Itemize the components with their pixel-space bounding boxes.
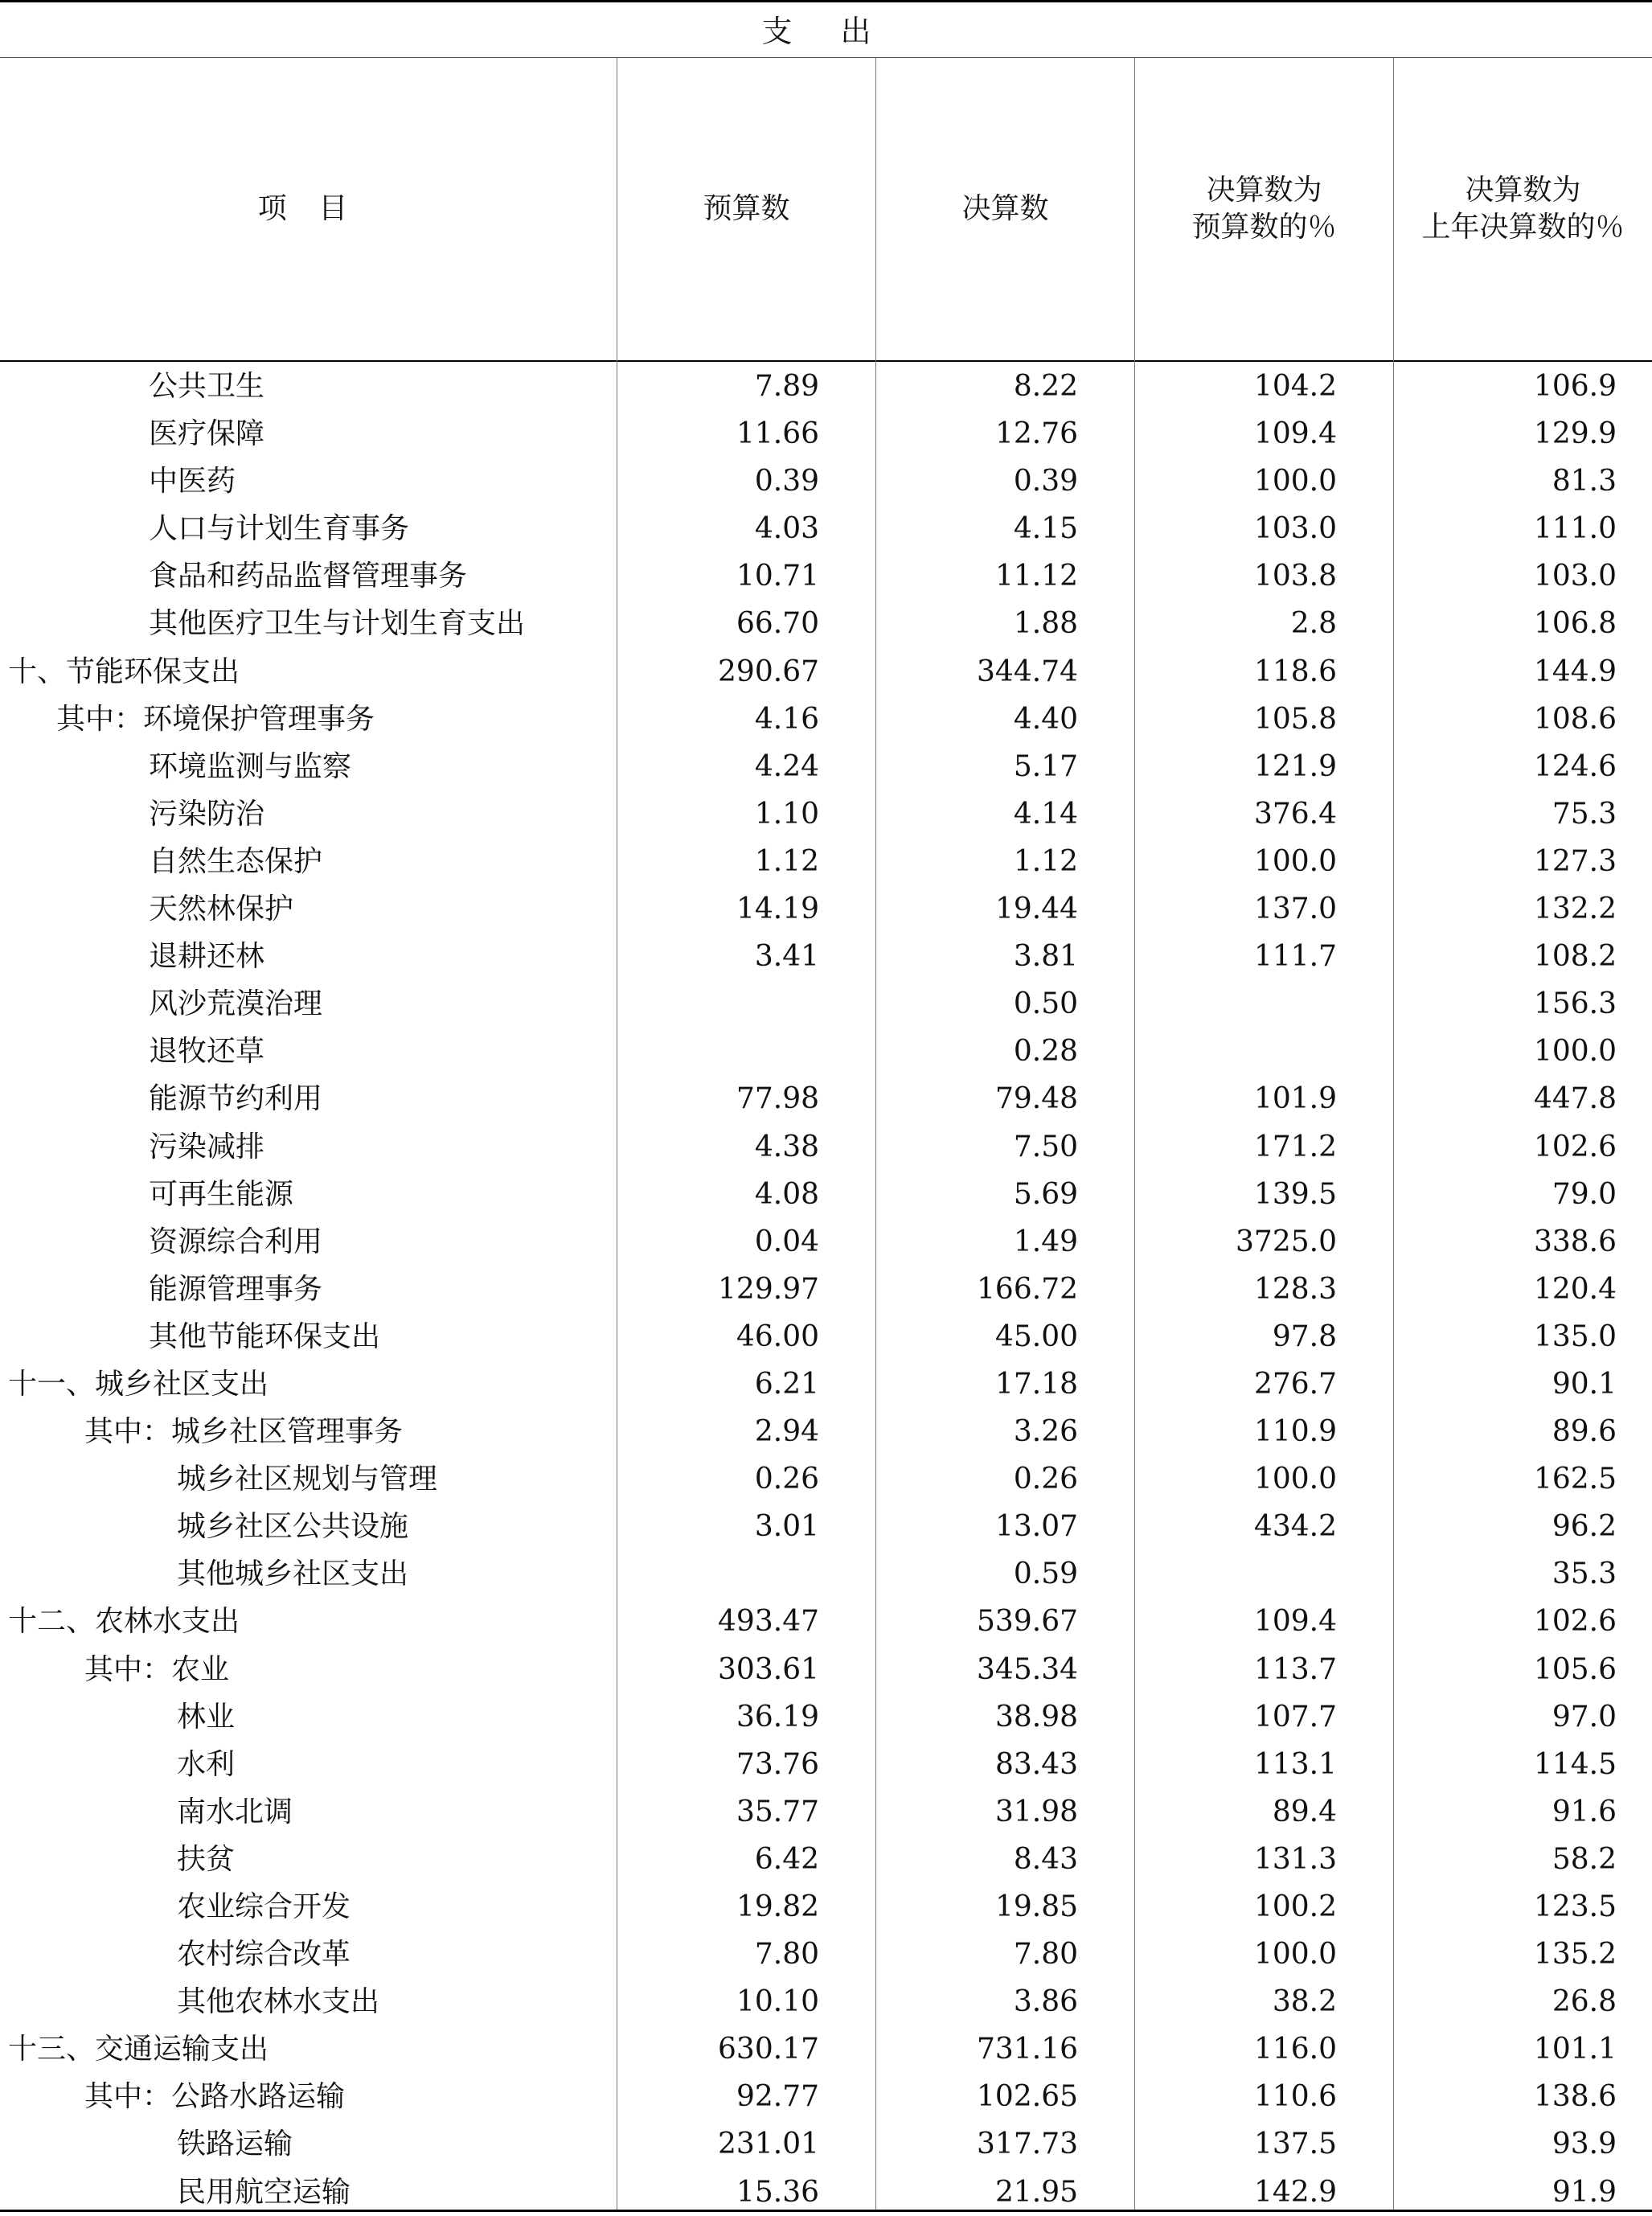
header-pct-budget bbox=[1135, 58, 1393, 360]
row-pct-budget-value: 276.7 bbox=[1253, 1367, 1337, 1401]
row-final-value: 21.95 bbox=[994, 2175, 1078, 2209]
row-item-name: 农村综合改革 bbox=[177, 1938, 351, 1972]
row-final-value: 4.40 bbox=[1013, 702, 1078, 736]
row-final-value: 7.80 bbox=[1013, 1938, 1078, 1972]
row-pct-budget-value: 38.2 bbox=[1272, 1985, 1337, 2019]
row-item-name: 退牧还草 bbox=[149, 1035, 265, 1069]
row-item-name: 人口与计划生育事务 bbox=[149, 512, 410, 546]
row-final-value: 38.98 bbox=[994, 1700, 1078, 1734]
row-item-name: 自然生态保护 bbox=[149, 844, 323, 878]
row-item-name: 十一、城乡社区支出 bbox=[8, 1367, 269, 1401]
row-final-value: 19.44 bbox=[994, 893, 1078, 926]
row-item-name: 铁路运输 bbox=[177, 2128, 293, 2161]
row-budget-value: 0.04 bbox=[754, 1225, 819, 1258]
row-budget-value: 129.97 bbox=[718, 1272, 819, 1306]
table-row bbox=[0, 980, 1652, 1028]
row-pct-prev-value: 35.3 bbox=[1552, 1557, 1617, 1591]
row-budget-value: 14.19 bbox=[736, 893, 819, 926]
row-pct-budget-value: 434.2 bbox=[1253, 1510, 1337, 1544]
row-pct-prev-value: 447.8 bbox=[1533, 1082, 1617, 1116]
row-budget-value: 0.39 bbox=[754, 465, 819, 499]
row-pct-budget-value: 118.6 bbox=[1253, 655, 1337, 688]
row-pct-prev-value: 89.6 bbox=[1552, 1415, 1617, 1449]
row-budget-value: 73.76 bbox=[736, 1747, 819, 1781]
table-row bbox=[0, 933, 1652, 980]
row-pct-budget-value: 376.4 bbox=[1253, 797, 1337, 831]
row-budget-value: 4.03 bbox=[754, 512, 819, 546]
header-final bbox=[876, 58, 1134, 360]
row-budget-value: 6.42 bbox=[754, 1842, 819, 1876]
row-item-name: 其中：城乡社区管理事务 bbox=[84, 1415, 404, 1449]
row-pct-prev-value: 97.0 bbox=[1552, 1700, 1617, 1734]
table-row bbox=[0, 410, 1652, 458]
row-final-value: 0.26 bbox=[1013, 1463, 1078, 1496]
table-row bbox=[0, 885, 1652, 933]
row-pct-prev-value: 108.6 bbox=[1533, 702, 1617, 736]
table-row bbox=[0, 790, 1652, 838]
row-final-value: 5.69 bbox=[1013, 1177, 1078, 1211]
row-pct-prev-value: 105.6 bbox=[1533, 1652, 1617, 1686]
row-final-value: 3.81 bbox=[1013, 940, 1078, 974]
row-pct-budget-value: 109.4 bbox=[1253, 417, 1337, 451]
table-row bbox=[0, 2120, 1652, 2168]
row-item-name: 其中：环境保护管理事务 bbox=[56, 702, 375, 736]
table-row bbox=[0, 2073, 1652, 2120]
row-pct-budget-value: 100.2 bbox=[1253, 1890, 1337, 1923]
row-pct-budget-value: 110.9 bbox=[1253, 1415, 1337, 1449]
table-row bbox=[0, 1266, 1652, 1313]
header-rule bbox=[0, 360, 1652, 362]
row-pct-budget-value: 142.9 bbox=[1253, 2175, 1337, 2209]
table-row bbox=[0, 552, 1652, 600]
row-budget-value: 4.08 bbox=[754, 1177, 819, 1211]
row-budget-value: 7.89 bbox=[754, 370, 819, 403]
row-item-name: 医疗保障 bbox=[149, 417, 265, 451]
row-budget-value: 4.24 bbox=[754, 749, 819, 783]
header-item-label: 项 目 bbox=[257, 192, 359, 225]
table-row bbox=[0, 1598, 1652, 1645]
row-pct-prev-value: 129.9 bbox=[1533, 417, 1617, 451]
row-item-name: 中医药 bbox=[149, 465, 236, 499]
row-pct-budget-value: 137.5 bbox=[1253, 2128, 1337, 2161]
row-pct-budget-value: 104.2 bbox=[1253, 370, 1337, 403]
row-pct-prev-value: 108.2 bbox=[1533, 940, 1617, 974]
row-pct-budget-value: 105.8 bbox=[1253, 702, 1337, 736]
row-final-value: 102.65 bbox=[977, 2080, 1078, 2114]
row-pct-prev-value: 123.5 bbox=[1533, 1890, 1617, 1923]
table-row bbox=[0, 600, 1652, 647]
row-final-value: 8.43 bbox=[1013, 1842, 1078, 1876]
row-item-name: 其他农林水支出 bbox=[177, 1985, 380, 2019]
row-item-name: 天然林保护 bbox=[149, 893, 294, 926]
table-row bbox=[0, 1313, 1652, 1360]
row-item-name: 水利 bbox=[177, 1747, 236, 1781]
row-final-value: 4.14 bbox=[1013, 797, 1078, 831]
header-pct-prev bbox=[1394, 58, 1652, 360]
row-final-value: 31.98 bbox=[994, 1795, 1078, 1828]
row-pct-budget-value: 110.6 bbox=[1253, 2080, 1337, 2114]
row-budget-value: 630.17 bbox=[718, 2033, 819, 2066]
row-final-value: 344.74 bbox=[977, 655, 1078, 688]
table-row bbox=[0, 1883, 1652, 1931]
table-row bbox=[0, 1931, 1652, 1978]
row-budget-value: 11.66 bbox=[736, 417, 819, 451]
row-pct-budget-value: 103.8 bbox=[1253, 560, 1337, 593]
row-item-name: 其中：公路水路运输 bbox=[84, 2080, 346, 2114]
row-final-value: 1.49 bbox=[1013, 1225, 1078, 1258]
row-final-value: 83.43 bbox=[994, 1747, 1078, 1781]
row-item-name: 其他节能环保支出 bbox=[149, 1319, 381, 1353]
row-pct-budget-value: 89.4 bbox=[1272, 1795, 1337, 1828]
header-budget bbox=[617, 58, 875, 360]
row-pct-prev-value: 58.2 bbox=[1552, 1842, 1617, 1876]
row-final-value: 539.67 bbox=[977, 1605, 1078, 1639]
row-final-value: 0.39 bbox=[1013, 465, 1078, 499]
table-row bbox=[0, 1550, 1652, 1598]
row-final-value: 17.18 bbox=[994, 1367, 1078, 1401]
row-pct-prev-value: 90.1 bbox=[1552, 1367, 1617, 1401]
row-item-name: 城乡社区公共设施 bbox=[177, 1510, 409, 1544]
row-budget-value: 290.67 bbox=[718, 655, 819, 688]
row-final-value: 1.88 bbox=[1013, 607, 1078, 641]
row-budget-value: 19.82 bbox=[736, 1890, 819, 1923]
row-final-value: 317.73 bbox=[977, 2128, 1078, 2161]
row-pct-prev-value: 75.3 bbox=[1552, 797, 1617, 831]
header-pct-budget-line2: 预算数的％ bbox=[1191, 211, 1337, 244]
table-row bbox=[0, 1455, 1652, 1503]
row-final-value: 0.59 bbox=[1013, 1557, 1078, 1591]
row-final-value: 4.15 bbox=[1013, 512, 1078, 546]
table-row bbox=[0, 1075, 1652, 1122]
row-budget-value: 10.10 bbox=[736, 1985, 819, 2019]
row-pct-budget-value: 128.3 bbox=[1253, 1272, 1337, 1306]
row-final-value: 0.28 bbox=[1013, 1035, 1078, 1069]
row-item-name: 南水北调 bbox=[177, 1795, 293, 1828]
row-item-name: 污染防治 bbox=[149, 797, 265, 831]
row-final-value: 166.72 bbox=[977, 1272, 1078, 1306]
row-pct-budget-value: 121.9 bbox=[1253, 749, 1337, 783]
row-pct-prev-value: 120.4 bbox=[1533, 1272, 1617, 1306]
table-row bbox=[0, 1788, 1652, 1836]
header-pct-prev-line2: 上年决算数的％ bbox=[1421, 211, 1625, 244]
row-item-name: 食品和药品监督管理事务 bbox=[149, 560, 468, 593]
row-budget-value: 7.80 bbox=[754, 1938, 819, 1972]
row-final-value: 13.07 bbox=[994, 1510, 1078, 1544]
row-pct-budget-value: 107.7 bbox=[1253, 1700, 1337, 1734]
row-budget-value: 46.00 bbox=[736, 1319, 819, 1353]
row-budget-value: 3.01 bbox=[754, 1510, 819, 1544]
row-pct-budget-value: 100.0 bbox=[1253, 844, 1337, 878]
row-pct-budget-value: 100.0 bbox=[1253, 465, 1337, 499]
header-pct-prev-line1: 决算数为 bbox=[1465, 174, 1581, 207]
table-row bbox=[0, 1028, 1652, 1075]
table-row bbox=[0, 2169, 1652, 2216]
table-row bbox=[0, 1646, 1652, 1693]
row-pct-prev-value: 132.2 bbox=[1533, 893, 1617, 926]
row-pct-prev-value: 106.8 bbox=[1533, 607, 1617, 641]
table-row bbox=[0, 1693, 1652, 1741]
table-row bbox=[0, 1123, 1652, 1171]
row-pct-budget-value: 171.2 bbox=[1253, 1130, 1337, 1163]
row-pct-budget-value: 111.7 bbox=[1253, 940, 1337, 974]
row-pct-prev-value: 100.0 bbox=[1533, 1035, 1617, 1069]
row-budget-value: 36.19 bbox=[736, 1700, 819, 1734]
row-pct-budget-value: 131.3 bbox=[1253, 1842, 1337, 1876]
row-item-name: 十二、农林水支出 bbox=[8, 1605, 240, 1639]
table-row bbox=[0, 838, 1652, 885]
table-row bbox=[0, 1836, 1652, 1883]
row-pct-budget-value: 100.0 bbox=[1253, 1938, 1337, 1972]
row-item-name: 农业综合开发 bbox=[177, 1890, 351, 1923]
row-pct-budget-value: 113.1 bbox=[1253, 1747, 1337, 1781]
row-pct-prev-value: 135.2 bbox=[1533, 1938, 1617, 1972]
row-pct-prev-value: 96.2 bbox=[1552, 1510, 1617, 1544]
table-row bbox=[0, 505, 1652, 552]
row-pct-budget-value: 137.0 bbox=[1253, 893, 1337, 926]
table-body bbox=[0, 363, 1652, 2216]
table-row bbox=[0, 1503, 1652, 1550]
row-item-name: 十三、交通运输支出 bbox=[8, 2033, 269, 2066]
row-budget-value: 3.41 bbox=[754, 940, 819, 974]
row-final-value: 11.12 bbox=[994, 560, 1078, 593]
row-budget-value: 231.01 bbox=[718, 2128, 819, 2161]
row-budget-value: 66.70 bbox=[736, 607, 819, 641]
row-pct-prev-value: 111.0 bbox=[1533, 512, 1617, 546]
row-budget-value: 1.10 bbox=[754, 797, 819, 831]
row-pct-prev-value: 156.3 bbox=[1533, 987, 1617, 1021]
row-final-value: 7.50 bbox=[1013, 1130, 1078, 1163]
row-pct-prev-value: 102.6 bbox=[1533, 1605, 1617, 1639]
row-pct-prev-value: 79.0 bbox=[1552, 1177, 1617, 1211]
table-row bbox=[0, 1360, 1652, 1408]
row-item-name: 扶贫 bbox=[177, 1842, 236, 1876]
row-pct-budget-value: 101.9 bbox=[1253, 1082, 1337, 1116]
row-item-name: 城乡社区规划与管理 bbox=[177, 1463, 438, 1496]
row-item-name: 污染减排 bbox=[149, 1130, 265, 1163]
row-final-value: 12.76 bbox=[994, 417, 1078, 451]
row-pct-budget-value: 2.8 bbox=[1290, 607, 1337, 641]
row-final-value: 3.26 bbox=[1013, 1415, 1078, 1449]
row-pct-prev-value: 26.8 bbox=[1552, 1985, 1617, 2019]
row-item-name: 公共卫生 bbox=[149, 370, 265, 403]
row-item-name: 能源节约利用 bbox=[149, 1082, 323, 1116]
row-item-name: 能源管理事务 bbox=[149, 1272, 323, 1306]
row-pct-prev-value: 124.6 bbox=[1533, 749, 1617, 783]
row-item-name: 资源综合利用 bbox=[149, 1225, 323, 1258]
row-budget-value: 493.47 bbox=[718, 1605, 819, 1639]
table-row bbox=[0, 2025, 1652, 2073]
row-budget-value: 77.98 bbox=[736, 1082, 819, 1116]
row-final-value: 19.85 bbox=[994, 1890, 1078, 1923]
row-pct-budget-value: 100.0 bbox=[1253, 1463, 1337, 1496]
row-pct-prev-value: 135.0 bbox=[1533, 1319, 1617, 1353]
row-final-value: 731.16 bbox=[977, 2033, 1078, 2066]
row-final-value: 0.50 bbox=[1013, 987, 1078, 1021]
row-budget-value: 4.16 bbox=[754, 702, 819, 736]
row-pct-prev-value: 138.6 bbox=[1533, 2080, 1617, 2114]
row-pct-budget-value: 139.5 bbox=[1253, 1177, 1337, 1211]
row-pct-budget-value: 97.8 bbox=[1272, 1319, 1337, 1353]
row-pct-prev-value: 91.9 bbox=[1552, 2175, 1617, 2209]
row-pct-prev-value: 81.3 bbox=[1552, 465, 1617, 499]
row-budget-value: 4.38 bbox=[754, 1130, 819, 1163]
row-budget-value: 303.61 bbox=[718, 1652, 819, 1686]
row-budget-value: 15.36 bbox=[736, 2175, 819, 2209]
row-pct-budget-value: 116.0 bbox=[1253, 2033, 1337, 2066]
row-pct-prev-value: 106.9 bbox=[1533, 370, 1617, 403]
table-row bbox=[0, 696, 1652, 743]
row-item-name: 其中：农业 bbox=[84, 1652, 230, 1686]
row-item-name: 退耕还林 bbox=[149, 940, 265, 974]
table-row bbox=[0, 1978, 1652, 2025]
row-final-value: 8.22 bbox=[1013, 370, 1078, 403]
row-item-name: 其他医疗卫生与计划生育支出 bbox=[149, 607, 526, 641]
table-row bbox=[0, 1741, 1652, 1788]
header-budget-label: 预算数 bbox=[703, 192, 790, 225]
row-pct-prev-value: 93.9 bbox=[1552, 2128, 1617, 2161]
row-budget-value: 2.94 bbox=[754, 1415, 819, 1449]
row-item-name: 环境监测与监察 bbox=[149, 749, 352, 783]
row-item-name: 可再生能源 bbox=[149, 1177, 294, 1211]
row-pct-prev-value: 144.9 bbox=[1533, 655, 1617, 688]
table-row bbox=[0, 648, 1652, 696]
row-budget-value: 6.21 bbox=[754, 1367, 819, 1401]
row-budget-value: 1.12 bbox=[754, 844, 819, 878]
row-pct-prev-value: 103.0 bbox=[1533, 560, 1617, 593]
row-item-name: 其他城乡社区支出 bbox=[177, 1557, 409, 1591]
header-item bbox=[0, 58, 617, 360]
row-pct-prev-value: 338.6 bbox=[1533, 1225, 1617, 1258]
header-pct-budget-line1: 决算数为 bbox=[1206, 174, 1322, 207]
table-row bbox=[0, 1218, 1652, 1266]
row-final-value: 1.12 bbox=[1013, 844, 1078, 878]
row-pct-prev-value: 101.1 bbox=[1533, 2033, 1617, 2066]
row-final-value: 5.17 bbox=[1013, 749, 1078, 783]
row-pct-prev-value: 102.6 bbox=[1533, 1130, 1617, 1163]
row-budget-value: 10.71 bbox=[736, 560, 819, 593]
row-pct-prev-value: 127.3 bbox=[1533, 844, 1617, 878]
row-item-name: 十、节能环保支出 bbox=[8, 655, 240, 688]
row-final-value: 345.34 bbox=[977, 1652, 1078, 1686]
row-pct-prev-value: 91.6 bbox=[1552, 1795, 1617, 1828]
row-pct-budget-value: 3725.0 bbox=[1236, 1225, 1337, 1258]
table-row bbox=[0, 458, 1652, 505]
row-pct-prev-value: 114.5 bbox=[1533, 1747, 1617, 1781]
row-pct-budget-value: 103.0 bbox=[1253, 512, 1337, 546]
table-row bbox=[0, 1408, 1652, 1455]
table-row bbox=[0, 363, 1652, 410]
row-item-name: 民用航空运输 bbox=[177, 2175, 351, 2209]
table-row bbox=[0, 1171, 1652, 1218]
row-item-name: 风沙荒漠治理 bbox=[149, 987, 323, 1021]
section-title: 支 出 bbox=[761, 14, 891, 49]
row-budget-value: 35.77 bbox=[736, 1795, 819, 1828]
row-pct-budget-value: 113.7 bbox=[1253, 1652, 1337, 1686]
row-pct-prev-value: 162.5 bbox=[1533, 1463, 1617, 1496]
row-budget-value: 0.26 bbox=[754, 1463, 819, 1496]
row-final-value: 45.00 bbox=[994, 1319, 1078, 1353]
header-final-label: 决算数 bbox=[961, 192, 1049, 225]
row-final-value: 79.48 bbox=[994, 1082, 1078, 1116]
row-final-value: 3.86 bbox=[1013, 1985, 1078, 2019]
row-budget-value: 92.77 bbox=[736, 2080, 819, 2114]
row-item-name: 林业 bbox=[177, 1700, 236, 1734]
table-row bbox=[0, 743, 1652, 790]
row-pct-budget-value: 109.4 bbox=[1253, 1605, 1337, 1639]
